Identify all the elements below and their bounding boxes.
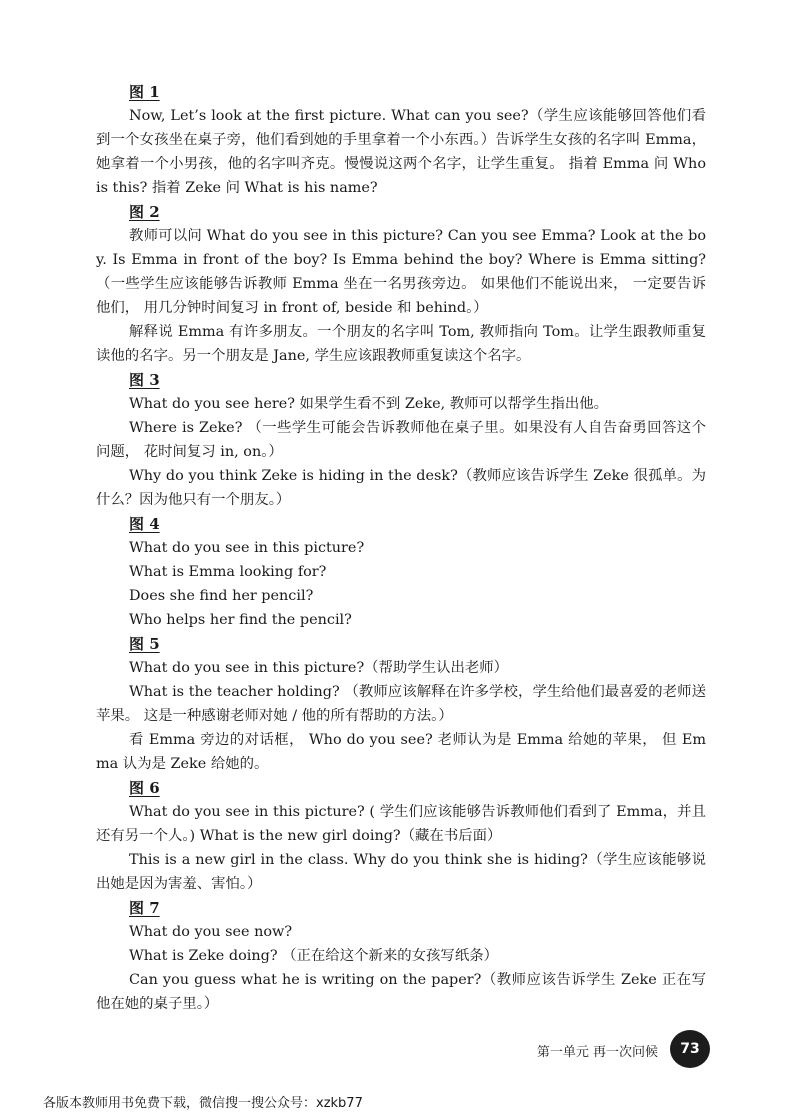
section-3-paragraph-1: What do you see here? 如果学生看不到 Zeke, 教师可以帮学生指出他。 [129, 396, 609, 412]
section-2-paragraph-2: 解释说 Emma 有许多朋友。一个朋友的名字叫 Tom, 教师指向 Tom。让学生跟教师重复读他的名字。另一个朋友是 Jane, 学生应该跟教师重复读这个名字。 [96, 324, 706, 364]
section-heading-7: 图 7 [129, 899, 160, 917]
section-5-paragraph-1: What do you see in this picture?（帮助学生认出老师） [129, 660, 509, 676]
page-content [96, 80, 706, 1016]
download-notice: 各版本教师用书免费下载，微信搜一搜公众号：xzkb77 [43, 1096, 363, 1111]
section-3-paragraph-2: Where is Zeke? （一些学生可能会告诉教师他在桌子里。如果没有人自告奋勇回答这个问题， 花时间复习 in, on。） [96, 420, 706, 460]
section-2-paragraph-1: 教师可以问 What do you see in this picture? Can you see Emma? Look at the boy. Is Emma in front of the boy? Is Emma behind the boy? Where is Emma sitting?（一些学生应该能够告诉教师 Emma 坐在一名男孩旁边。 如果他们不能说出来， 一定要告诉他们， 用几分钟时间复习 in front of, beside 和 behind。） [96, 228, 706, 316]
section-1-paragraph-1: Now, Let’s look at the first picture. What can you see?（学生应该能够回答他们看到一个女孩坐在桌子旁，他们看到她的手里拿着一个小东西。）告诉学生女孩的名字叫 Emma， 她拿着一个小男孩，他的名字叫齐克。慢慢说这两个名字，让学生重复。 指着 Emma 问 Who is this? 指着 Zeke 问 What is his name? [96, 108, 706, 196]
section-5-paragraph-3: 看 Emma 旁边的对话框， Who do you see? 老师认为是 Emma 给她的苹果， 但 Emma 认为是 Zeke 给她的。 [96, 732, 706, 772]
section-4-line-4: Who helps her find the pencil? [129, 612, 352, 628]
section-4-line-2: What is Emma looking for? [129, 564, 327, 580]
section-heading-5: 图 5 [129, 635, 160, 653]
section-7-paragraph-1: What do you see now? [129, 924, 293, 940]
section-7-paragraph-3: Can you guess what he is writing on the paper?（教师应该告诉学生 Zeke 正在写他在她的桌子里。） [96, 972, 706, 1012]
section-5-paragraph-2: What is the teacher holding? （教师应该解释在许多学校，学生给他们最喜爱的老师送苹果。 这是一种感谢老师对她 / 他的所有帮助的方法。） [96, 684, 706, 724]
unit-label: 第一单元 再一次问候 [536, 1045, 658, 1060]
section-6-paragraph-2: This is a new girl in the class. Why do you think she is hiding?（学生应该能够说出她是因为害羞、害怕。） [96, 852, 706, 892]
section-4-line-1: What do you see in this picture? [129, 540, 365, 556]
section-7-paragraph-2: What is Zeke doing? （正在给这个新来的女孩写纸条） [129, 948, 498, 964]
section-heading-6: 图 6 [129, 779, 160, 797]
section-heading-2: 图 2 [129, 203, 160, 221]
section-heading-3: 图 3 [129, 371, 160, 389]
page-number-badge: 73 [670, 1030, 710, 1068]
section-heading-1: 图 1 [129, 83, 160, 101]
section-4-line-3: Does she find her pencil? [129, 588, 314, 604]
section-6-paragraph-1: What do you see in this picture? ( 学生们应该能够告诉教师他们看到了 Emma，并且还有另一个人。) What is the new girl doing?（藏在书后面） [96, 804, 706, 844]
section-heading-4: 图 4 [129, 515, 160, 533]
section-3-paragraph-3: Why do you think Zeke is hiding in the desk?（教师应该告诉学生 Zeke 很孤单。为什么？因为他只有一个朋友。） [96, 468, 706, 508]
page-footer [0, 1030, 710, 1070]
